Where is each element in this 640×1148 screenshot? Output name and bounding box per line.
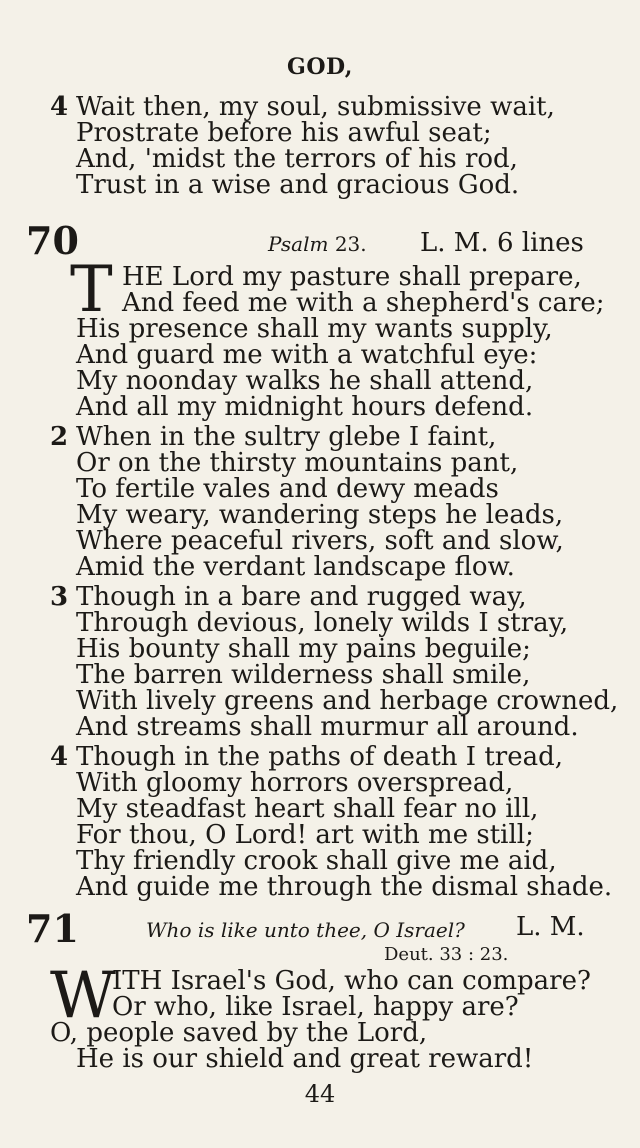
verse-line: Amid the verdant landscape flow. xyxy=(76,552,515,582)
verse-line xyxy=(112,968,591,994)
drop-cap: T xyxy=(70,253,113,327)
hymn-meter: L. M. 6 lines xyxy=(420,228,584,258)
verse-line: And guide me through the dismal shade. xyxy=(76,872,613,902)
verse-line: With lively greens and herbage crowned, xyxy=(76,686,619,716)
stanza-number: 4 xyxy=(50,742,69,772)
verse-line: And guard me with a watchful eye: xyxy=(76,340,538,370)
hymn-meter: L. M. xyxy=(516,912,585,942)
verse-text: Lord my pasture shall prepare, xyxy=(171,262,582,292)
running-header: GOD, xyxy=(287,54,353,80)
stanza-number: 2 xyxy=(50,422,69,452)
verse-line: His presence shall my wants supply, xyxy=(76,314,553,344)
hymn-title: Who is like unto thee, O Israel? xyxy=(146,918,465,942)
verse-line: His bounty shall my pains beguile; xyxy=(76,634,531,664)
verse-line: With gloomy horrors overspread, xyxy=(76,768,514,798)
verse-line: Trust in a wise and gracious God. xyxy=(76,170,520,200)
verse-line: O, people saved by the Lord, xyxy=(50,1018,428,1048)
verse-line: My noonday walks he shall attend, xyxy=(76,366,534,396)
verse-line: And streams shall murmur all around. xyxy=(76,712,579,742)
verse-line: For thou, O Lord! art with me still; xyxy=(76,820,534,850)
scripture-reference xyxy=(268,232,367,256)
verse-line: Wait then, my soul, submissive wait, xyxy=(76,92,555,122)
stanza-number: 4 xyxy=(50,92,69,122)
hymn-number: 71 xyxy=(26,906,79,951)
verse-line: Or on the thirsty mountains pant, xyxy=(76,448,519,478)
reference-book: Psalm xyxy=(268,232,329,256)
verse-line: The barren wilderness shall smile, xyxy=(76,660,531,690)
reference-chapter: 23. xyxy=(334,232,367,256)
scripture-reference: Deut. 33 : 23. xyxy=(384,944,509,965)
verse-line: Or who, like Israel, happy are? xyxy=(112,992,519,1022)
verse-line: To fertile vales and dewy meads xyxy=(76,474,499,504)
verse-line: He is our shield and great reward! xyxy=(76,1044,534,1074)
verse-line: My steadfast heart shall fear no ill, xyxy=(76,794,539,824)
verse-line: Thy friendly crook shall give me aid, xyxy=(76,846,557,876)
page-number: 44 xyxy=(304,1080,336,1108)
verse-line: And all my midnight hours defend. xyxy=(76,392,534,422)
first-word: ITH xyxy=(112,966,163,996)
stanza-number: 3 xyxy=(50,582,69,612)
verse-line: When in the sultry glebe I faint, xyxy=(76,422,497,452)
verse-line: Through devious, lonely wilds I stray, xyxy=(76,608,569,638)
verse-line: And feed me with a shepherd's care; xyxy=(122,288,605,318)
hymn-number: 70 xyxy=(26,218,79,263)
drop-cap: W xyxy=(50,959,116,1033)
first-word: HE xyxy=(122,262,164,292)
verse-line: Though in a bare and rugged way, xyxy=(76,582,527,612)
verse-line xyxy=(122,264,582,290)
verse-line: Though in the paths of death I tread, xyxy=(76,742,563,772)
verse-line: Where peaceful rivers, soft and slow, xyxy=(76,526,564,556)
verse-line: Prostrate before his awful seat; xyxy=(76,118,492,148)
verse-line: And, 'midst the terrors of his rod, xyxy=(76,144,518,174)
verse-text: Israel's God, who can compare? xyxy=(170,966,591,996)
verse-line: My weary, wandering steps he leads, xyxy=(76,500,564,530)
